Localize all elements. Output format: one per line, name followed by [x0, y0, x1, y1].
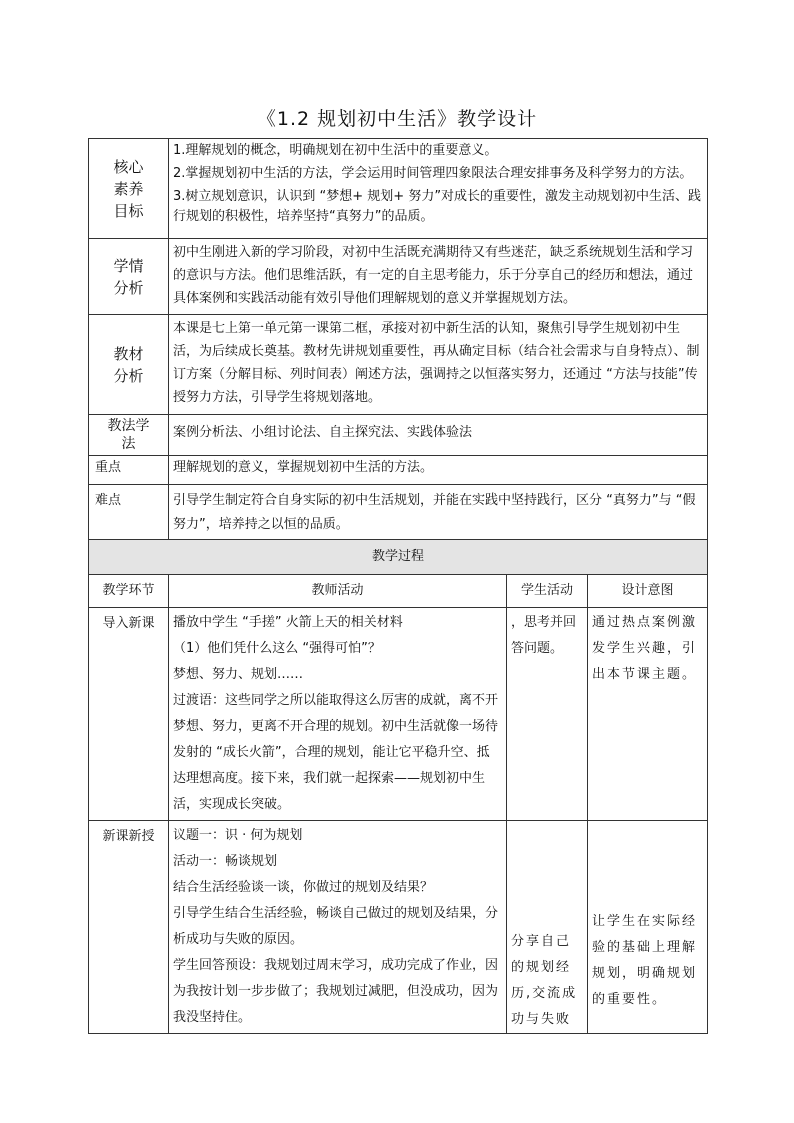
key-points-row	[89, 456, 708, 485]
stage-cell: 导入新课	[89, 608, 169, 821]
methods-content: 案例分析法、小组讨论法、自主探究法、实践体验法	[169, 415, 708, 456]
lesson-plan-table	[88, 138, 708, 1034]
key-points-content: 理解规划的意义，掌握规划初中生活的方法。	[169, 456, 708, 485]
core-goals-row	[89, 139, 708, 239]
difficult-points-row	[89, 485, 708, 540]
teacher-line: 学生回答预设：我规划过周末学习，成功完成了作业，因为我按计划一步步做了；我规划过减肥，但没成功，因为我没坚持住。	[173, 958, 499, 1025]
teacher-activity-cell	[169, 821, 507, 1034]
methods-label: 教法学法	[89, 415, 169, 456]
design-intent-cell: 让学生在实际经验的基础上理解规划，明确规划的重要性。	[588, 821, 708, 1034]
teacher-line: 梦想、努力、规划……	[173, 667, 304, 682]
student-analysis-label: 学情分析	[89, 239, 169, 315]
core-goal-item: 3.树立规划意识，认识到 “梦想+ 规划+ 努力”对成长的重要性，激发主动规划初中生活、践行规划的积极性，培养坚持“真努力”的品质。	[173, 189, 702, 224]
student-activity-cell: ，思考并回答问题。	[507, 608, 588, 821]
header-stage: 教学环节	[89, 575, 169, 608]
core-goals-content	[169, 139, 708, 239]
header-student: 学生活动	[507, 575, 588, 608]
header-intent: 设计意图	[588, 575, 708, 608]
key-points-label: 重点	[89, 456, 169, 485]
student-analysis-content: 初中生刚进入新的学习阶段，对初中生活既充满期待又有些迷茫，缺乏系统规划生活和学习的意识与方法。他们思维活跃，有一定的自主思考能力，乐于分享自己的经历和想法，通过具体案例和实践活动能有效引导他们理解规划的意义并掌握规划方法。	[169, 239, 708, 315]
stage-cell: 新课新授	[89, 821, 169, 1034]
student-activity-cell: 分享自己的规划经历,交流成功与失败	[507, 821, 588, 1034]
textbook-analysis-label: 教材分析	[89, 315, 169, 415]
table-row	[89, 608, 708, 821]
teacher-line: 播放中学生 “手搓” 火箭上天的相关材料	[173, 615, 403, 630]
difficult-points-content: 引导学生制定符合自身实际的初中生活规划，并能在实践中坚持践行，区分 “真努力”与 “假努力”，培养持之以恒的品质。	[169, 485, 708, 540]
core-goal-item: 1.理解规划的概念，明确规划在初中生活中的重要意义。	[173, 143, 498, 158]
process-section-row	[89, 540, 708, 575]
teacher-activity-cell	[169, 608, 507, 821]
student-analysis-row	[89, 239, 708, 315]
teacher-line: 结合生活经验谈一谈，你做过的规划及结果？	[173, 880, 434, 895]
process-header-row	[89, 575, 708, 608]
core-goal-item: 2.掌握规划初中生活的方法，学会运用时间管理四象限法合理安排事务及科学努力的方法。	[173, 166, 693, 181]
teacher-line: 议题一：识 · 何为规划	[173, 828, 303, 843]
core-goals-label: 核心素养目标	[89, 139, 169, 239]
design-intent-cell: 通过热点案例激发学生兴趣，引出本节课主题。	[588, 608, 708, 821]
textbook-analysis-content: 本课是七上第一单元第一课第二框，承接对初中新生活的认知，聚焦引导学生规划初中生活，为后续成长奠基。教材先讲规划重要性，再从确定目标（结合社会需求与自身特点）、制订方案（分解目标、列时间表）阐述方法，强调持之以恒落实努力，还通过 “方法与技能”传授努力方法，引导学生将规划落地。	[169, 315, 708, 415]
table-row	[89, 821, 708, 1034]
header-teacher: 教师活动	[169, 575, 507, 608]
teacher-line: （1）他们凭什么这么 “强得可怕”？	[173, 641, 381, 656]
teacher-line: 活动一：畅谈规划	[173, 854, 278, 869]
teacher-line: 过渡语：这些同学之所以能取得这么厉害的成就，离不开梦想、努力，更离不开合理的规划。初中生活就像一场待发射的 “成长火箭”，合理的规划，能让它平稳升空、抵达理想高度。接下来，我们就一起探索——规划初中生活，实现成长突破。	[173, 693, 499, 812]
process-section-title: 教学过程	[89, 540, 708, 575]
teacher-line: 引导学生结合生活经验，畅谈自己做过的规划及结果，分析成功与失败的原因。	[173, 906, 499, 947]
difficult-points-label: 难点	[89, 485, 169, 540]
methods-row	[89, 415, 708, 456]
textbook-analysis-row	[89, 315, 708, 415]
document-title: 《1.2 规划初中生活》教学设计	[256, 108, 538, 130]
